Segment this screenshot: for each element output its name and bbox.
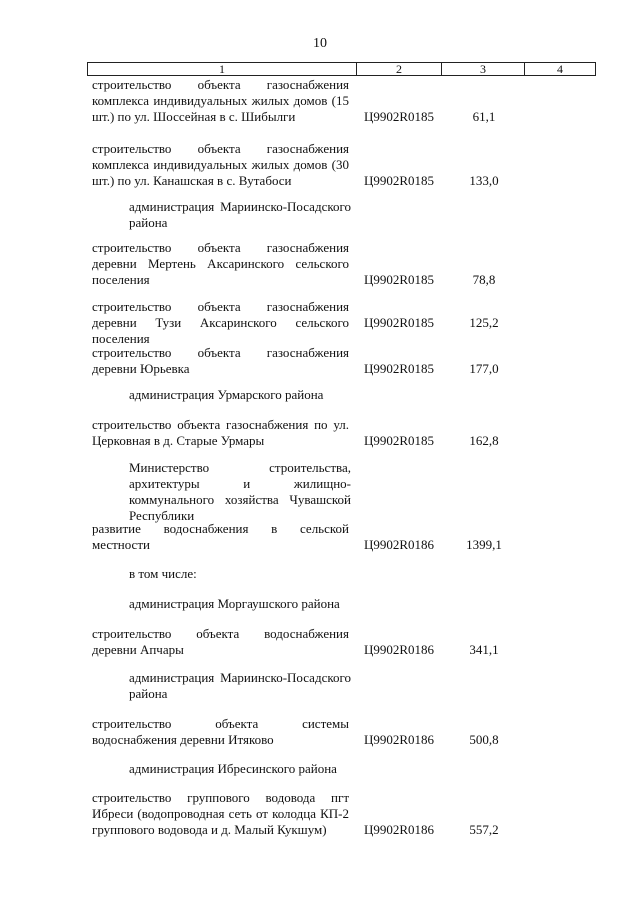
row-amount: 177,0 [469,361,499,376]
row-description: строительство группового водовода пгт Ибреси (водопроводная сеть от колодца КП-2 группового водовода и д. Малый Кукшум) [92,790,349,837]
header-col-1: 1 [88,63,357,75]
header-col-3: 3 [442,63,525,75]
row-description: строительство объекта газоснабжения деревни Мертень Аксаринского сельского поселения [92,240,349,287]
row-description: строительство объекта газоснабжения по ул. Церковная в д. Старые Урмары [92,417,349,448]
row-description: строительство объекта системы водоснабжения деревни Итяково [92,716,349,747]
header-col-2: 2 [357,63,442,75]
row-description: развитие водоснабжения в сельской местности [92,521,349,552]
row-amount: 500,8 [469,732,499,747]
row-description: строительство объекта газоснабжения комплекса индивидуальных жилых домов (30 шт.) по ул. Канашская в с. Вутабоси [92,141,349,188]
row-amount: 162,8 [469,433,499,448]
section-heading: администрация Урмарского района [129,387,324,402]
row-amount: 78,8 [472,272,496,287]
header-col-4: 4 [557,61,563,76]
row-amount: 61,1 [472,109,496,124]
row-code: Ц9902R0186 [363,822,435,837]
row-description: строительство объекта газоснабжения деревни Юрьевка [92,345,349,376]
row-code: Ц9902R0185 [363,433,435,448]
table-header [87,62,596,76]
row-code: Ц9902R0185 [363,361,435,376]
row-code: Ц9902R0186 [363,732,435,747]
row-description: строительство объекта газоснабжения комплекса индивидуальных жилых домов (15 шт.) по ул. Шоссейная в с. Шибылги [92,77,349,124]
row-amount: 557,2 [469,822,499,837]
section-heading: администрация Моргаушского района [129,596,340,611]
section-heading: администрация Мариинско-Посадского района [129,199,351,230]
section-heading: администрация Ибресинского района [129,761,337,776]
row-code: Ц9902R0185 [363,109,435,124]
row-amount: 341,1 [469,642,499,657]
section-heading: Министерство строительства, архитектуры и жилищно-коммунального хозяйства Чувашской Республики [129,460,351,523]
row-code: Ц9902R0185 [363,272,435,287]
section-heading: администрация Мариинско-Посадского района [129,670,351,701]
row-code: Ц9902R0185 [363,173,435,188]
row-amount: 125,2 [469,315,499,330]
row-amount: 1399,1 [466,537,502,552]
row-code: Ц9902R0186 [363,537,435,552]
row-description: строительство объекта газоснабжения деревни Тузи Аксаринского сельского поселения [92,299,349,346]
section-heading: в том числе: [129,566,197,581]
row-amount: 133,0 [469,173,499,188]
row-code: Ц9902R0185 [363,315,435,330]
row-code: Ц9902R0186 [363,642,435,657]
row-description: строительство объекта водоснабжения деревни Апчары [92,626,349,657]
page-number: 10 [313,36,327,51]
